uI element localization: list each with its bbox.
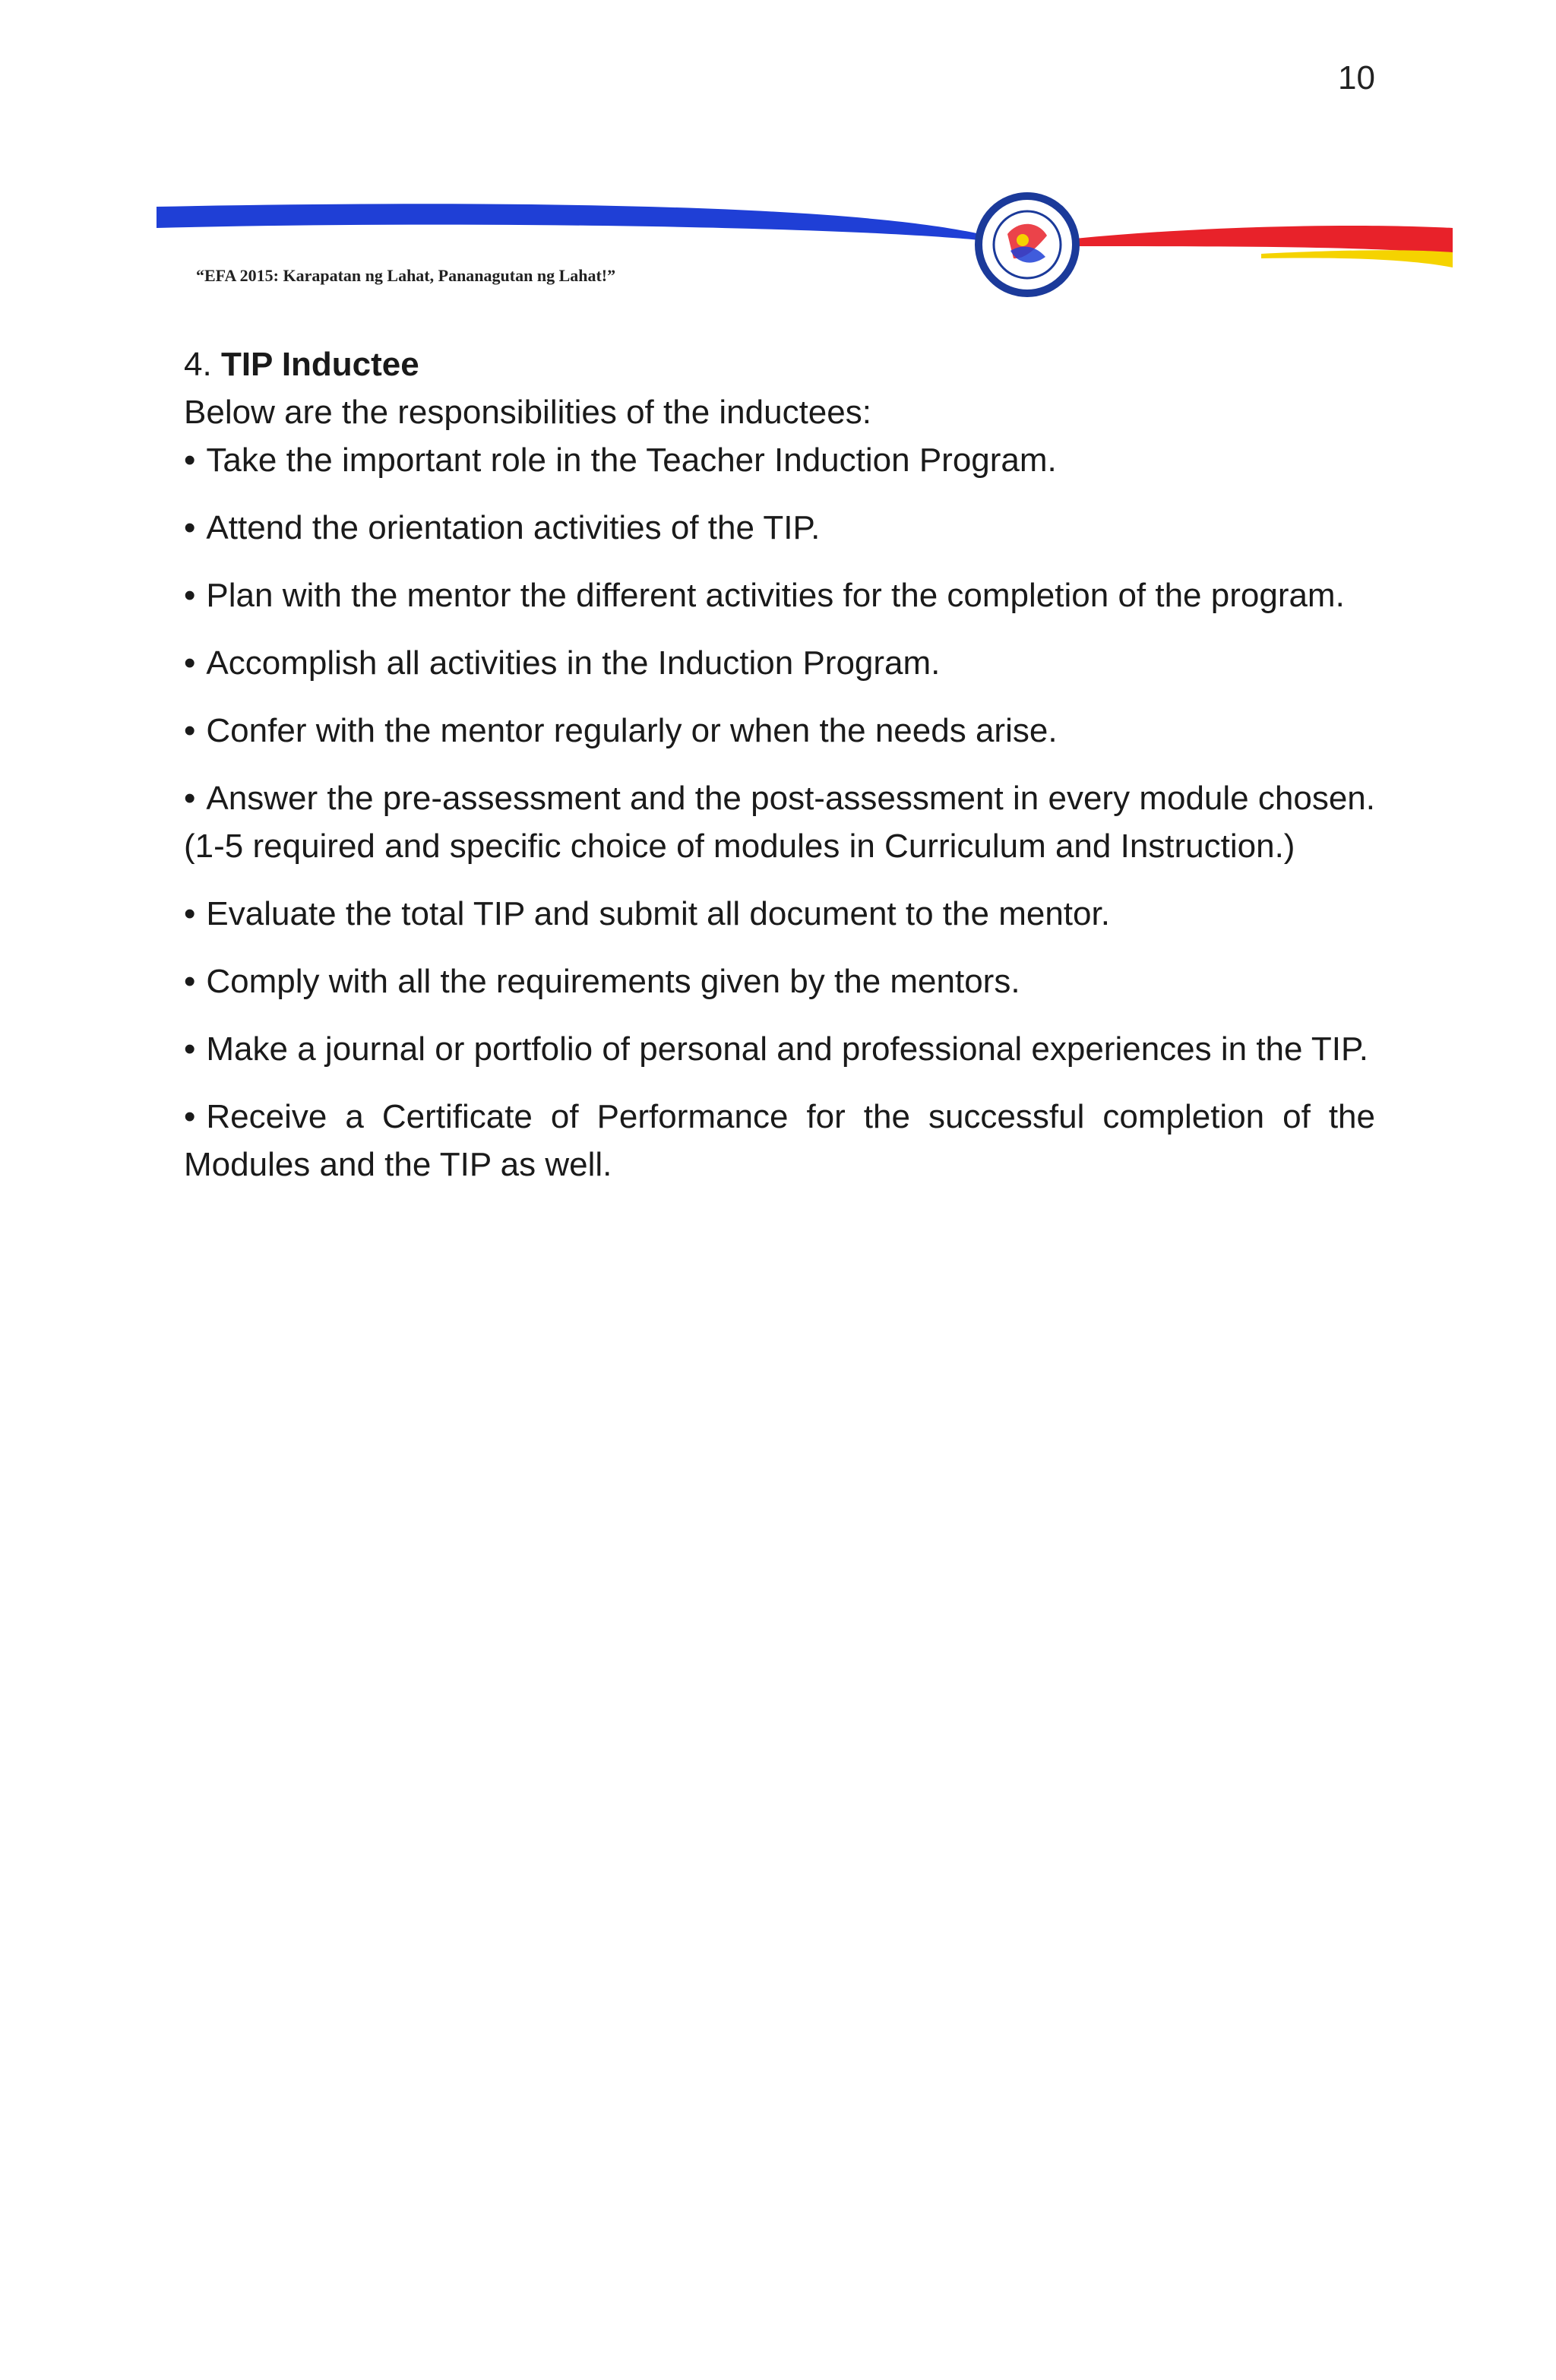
list-item: • Take the important role in the Teacher Induction Program. xyxy=(184,442,1057,479)
document-body xyxy=(184,340,1375,1208)
list-item: • Answer the pre-assessment and the post-assessment in every module chosen. (1-5 required and specific choice of modules in Curriculum and Instruction.) xyxy=(184,780,1375,865)
header-motto: “EFA 2015: Karapatan ng Lahat, Pananagutan ng Lahat!” xyxy=(196,266,616,285)
list-item: • Attend the orientation activities of the TIP. xyxy=(184,509,821,546)
blue-stripe xyxy=(157,204,980,240)
section-number: 4. xyxy=(184,346,212,383)
red-stripe xyxy=(1075,226,1453,254)
list-item: • Evaluate the total TIP and submit all document to the mentor. xyxy=(184,895,1110,932)
bullet-icon: • xyxy=(184,644,196,682)
section-heading xyxy=(184,340,1375,388)
bullet-icon: • xyxy=(184,895,196,932)
page-number: 10 xyxy=(1338,59,1375,97)
list-item: • Receive a Certificate of Performance for the successful completion of the Modules and the TIP as well. xyxy=(184,1098,1375,1183)
bullet-icon: • xyxy=(184,712,196,749)
list-item: • Accomplish all activities in the Induction Program. xyxy=(184,644,941,682)
list-item: • Confer with the mentor regularly or when the needs arise. xyxy=(184,712,1058,749)
responsibility-list xyxy=(184,436,1375,1188)
bullet-icon: • xyxy=(184,577,196,614)
bullet-icon: • xyxy=(184,509,196,546)
yellow-stripe xyxy=(1261,250,1453,267)
bullet-icon: • xyxy=(184,1030,196,1068)
bullet-icon: • xyxy=(184,780,196,817)
list-item: • Comply with all the requirements given by the mentors. xyxy=(184,963,1020,1000)
list-item: • Plan with the mentor the different activities for the completion of the program. xyxy=(184,577,1345,614)
section-title: TIP Inductee xyxy=(220,346,419,383)
bullet-icon: • xyxy=(184,1098,196,1135)
section-intro: Below are the responsibilities of the inductees: xyxy=(184,394,871,431)
education-for-all-seal-icon xyxy=(979,196,1076,293)
header-banner xyxy=(152,190,1459,312)
bullet-icon: • xyxy=(184,963,196,1000)
bullet-icon: • xyxy=(184,442,196,479)
list-item: • Make a journal or portfolio of personal and professional experiences in the TIP. xyxy=(184,1030,1368,1068)
